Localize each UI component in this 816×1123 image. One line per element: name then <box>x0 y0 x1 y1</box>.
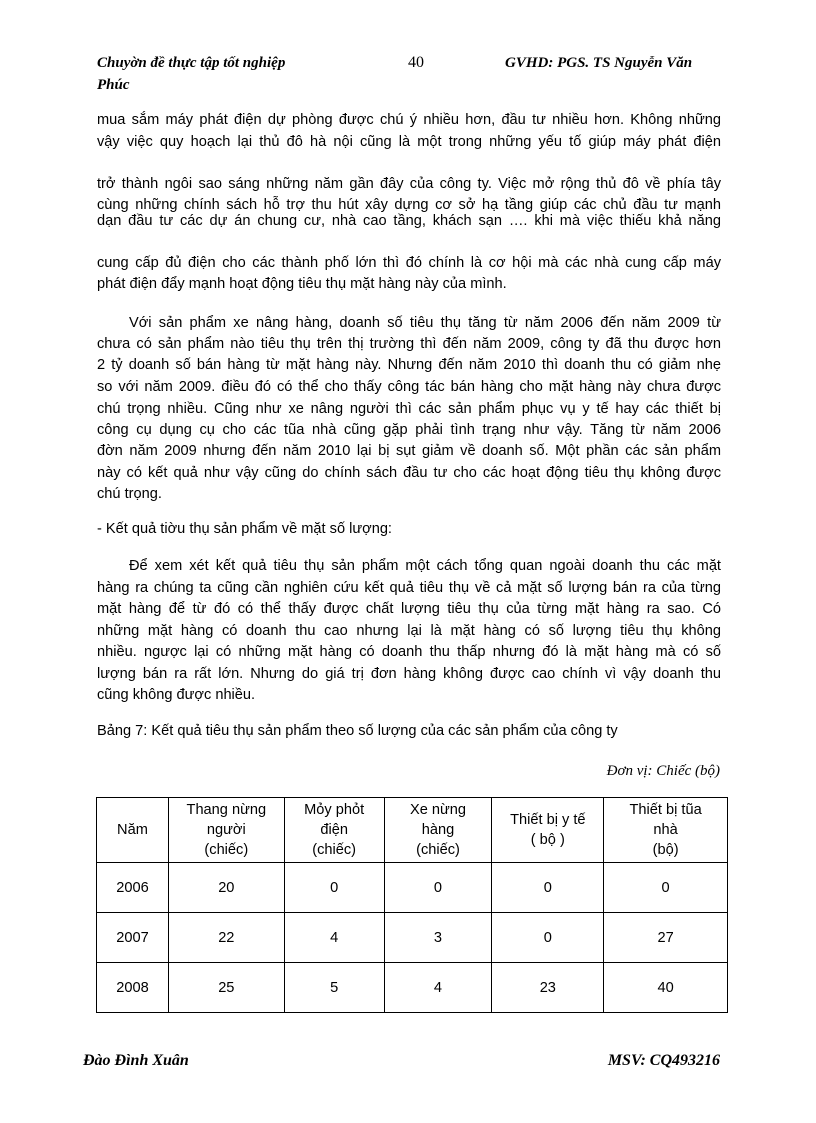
header-building-equipment: Thiết bị tũa nhà (bộ) <box>604 798 728 863</box>
table-caption: Bảng 7: Kết quả tiêu thụ sản phẩm theo số lượng của các sản phẩm của công ty <box>97 723 618 739</box>
text-line: dạn đầu tư các dự án chung cư, nhà cao tầng, khách sạn …. khi mà việc thiếu khả năng <box>97 213 721 229</box>
header-person-lift: Thang nừng người (chiếc) <box>168 798 284 863</box>
table-cell: 22 <box>168 913 284 963</box>
text-line: trở thành ngôi sao sáng những năm gần đây của công ty. Việc mở rộng thủ đô về phía tây <box>97 176 721 192</box>
text-line: 2 tỷ doanh số bán hàng từ mặt hàng này. Nhưng đến năm 2010 thì doanh thu có giảm nhẹ <box>97 357 721 373</box>
table-cell: 0 <box>492 913 604 963</box>
header-forklift: Xe nừng hàng (chiếc) <box>384 798 492 863</box>
text-line: Với sản phẩm xe nâng hàng, doanh số tiêu thụ tăng từ năm 2006 đến năm 2009 từ <box>129 315 721 331</box>
table-cell: 2008 <box>97 963 169 1013</box>
footer-student-id: MSV: CQ493216 <box>607 1052 720 1069</box>
table-cell: 40 <box>604 963 728 1013</box>
table-cell: 0 <box>492 863 604 913</box>
text-line: cung cấp đủ điện cho các thành phố lớn thì đó chính là cơ hội mà các nhà cung cấp máy <box>97 255 721 271</box>
text-line: so với năm 2009. điều đó có thể cho thấy công tác bán hàng cho mặt hàng này chưa được <box>97 379 721 395</box>
table-row <box>97 913 728 963</box>
text-line: những mặt hàng có doanh thu cao nhưng lại là mặt hàng có số lượng tiêu thụ không <box>97 623 721 639</box>
header-generator: Mỏy phỏt điện (chiếc) <box>284 798 384 863</box>
table-cell: 0 <box>604 863 728 913</box>
table-cell: 4 <box>284 913 384 963</box>
table-cell: 3 <box>384 913 492 963</box>
header-medical-equipment: Thiết bị y tế ( bộ ) <box>492 798 604 863</box>
text-line: vậy việc quy hoạch lại thủ đô hà nội cũng là một trong những yếu tố giúp máy phát điện <box>97 134 721 150</box>
table-cell: 4 <box>384 963 492 1013</box>
table-cell: 0 <box>284 863 384 913</box>
table-cell: 20 <box>168 863 284 913</box>
table-row <box>97 963 728 1013</box>
table-cell: 25 <box>168 963 284 1013</box>
table-unit: Đơn vị: Chiếc (bộ) <box>606 763 720 779</box>
table-cell: 5 <box>284 963 384 1013</box>
text-line: phát điện đẩy mạnh hoạt động tiêu thụ mặt hàng này của mình. <box>97 276 507 292</box>
table-cell: 2007 <box>97 913 169 963</box>
table-cell: 23 <box>492 963 604 1013</box>
text-line: công cụ dụng cụ cho các tũa nhà cũng gặp phải tình trạng như vậy. Tăng từ năm 2006 <box>97 422 721 438</box>
header-left <box>97 52 285 96</box>
text-line: cùng những chính sách hỗ trợ thu hút xây dựng cơ sở hạ tầng giúp các chủ đầu tư mạnh <box>97 197 721 213</box>
text-line: mua sắm máy phát điện dự phòng được chú ý nhiều hơn, đầu tư nhiều hơn. Không những <box>97 112 721 128</box>
text-line: chú trọng. <box>97 486 162 502</box>
text-line: nhiều. ngược lại có những mặt hàng có doanh thu thấp nhưng đó là mặt hàng mà có số <box>97 644 721 660</box>
header-year: Năm <box>97 798 169 863</box>
text-line: đờn năm 2009 nhưng đến năm 2010 lại bị sụt giảm về doanh số. Một phần các sản phẩm <box>97 443 721 459</box>
section-heading: - Kết quả tiờu thụ sản phẩm về mặt số lượng: <box>97 521 392 537</box>
text-line: cũng không được nhiều. <box>97 687 256 703</box>
text-line: chú trọng nhiều. Cũng như xe nâng người thì các sản phẩm phục vụ y tế hay các thiết bị <box>97 401 721 417</box>
table-cell: 27 <box>604 913 728 963</box>
table-cell: 2006 <box>97 863 169 913</box>
text-line: hàng ra chúng ta cũng cần nghiên cứu kết quả tiêu thụ về cả mặt số lượng bán ra của từng <box>97 580 721 596</box>
text-line: chưa có sản phẩm nào tiêu thụ trên thị trường thì đến năm 2009, công ty đã thu được hơn <box>97 336 721 352</box>
text-line: lượng bán ra rất lớn. Nhưng do giá trị đơn hàng không được cao chính vì vậy doanh thu <box>97 666 721 682</box>
header-supervisor: GVHD: PGS. TS Nguyễn Văn <box>505 55 693 71</box>
text-line: mặt hàng để từ đó có thể thấy được chất lượng tiêu thụ của từng mặt hàng ra sao. Có <box>97 601 721 617</box>
page-number: 40 <box>408 54 424 71</box>
text-line: này có kết quả như vậy cũng do chính sách đầu tư cho các hoạt động tiêu thụ không được <box>97 465 721 481</box>
header-title: Chuyờn đề thực tập tốt nghiệp <box>97 55 286 71</box>
header-title-continued: Phúc <box>97 77 130 93</box>
table-cell: 0 <box>384 863 492 913</box>
table-header-row <box>97 798 728 863</box>
text-line: Để xem xét kết quả tiêu thụ sản phẩm một cách tổng quan ngoài doanh thu các mặt <box>129 558 721 574</box>
footer-author: Đào Đình Xuân <box>83 1052 189 1069</box>
table-row <box>97 863 728 913</box>
quantity-table <box>96 797 728 1013</box>
